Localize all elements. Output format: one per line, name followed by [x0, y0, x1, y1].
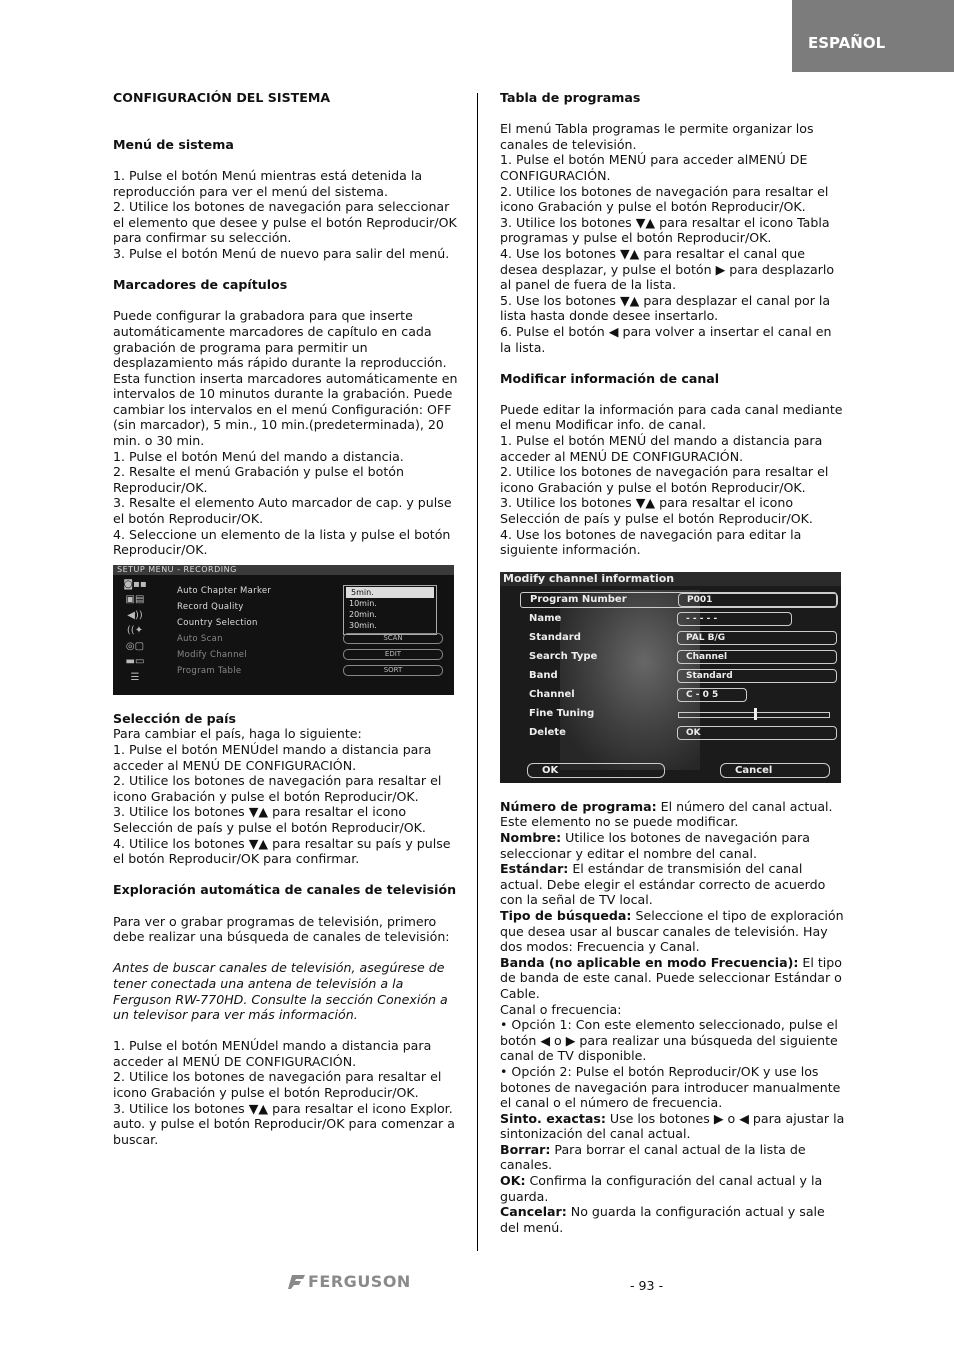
definition-text: El tipo de banda de este canal. Puede seleccionar Estándar o Cable.	[500, 954, 842, 1001]
field-label: Program Number	[530, 593, 627, 605]
definition-term: Nombre:	[500, 830, 562, 845]
definition-term: Sinto. exactas:	[500, 1110, 606, 1126]
heading-exploracion: Exploración automática de canales de televisión	[113, 882, 457, 898]
definition-text: El número del canal actual. Este elemento no se puede modificar.	[500, 798, 833, 830]
section-title: CONFIGURACIÓN DEL SISTEMA	[113, 90, 331, 105]
recording-icon: ◙▪▪	[123, 578, 147, 590]
language-icon: ((✦	[126, 625, 144, 637]
definition-item	[500, 1111, 846, 1142]
definition-text: Seleccione el tipo de exploración que desea usar al buscar canales de televisión. Hay dos modos: Frecuencia y Canal.	[500, 907, 844, 955]
language-tab	[792, 0, 954, 72]
definition-item	[500, 1204, 846, 1235]
heading-marcadores: Marcadores de capítulos	[113, 277, 288, 293]
text-line: 5. Use los botones ▼▲ para desplazar el canal por la lista hasta donde desee insertarlo.	[500, 292, 831, 324]
language-label: ESPAÑOL	[808, 34, 886, 52]
heading-modificar-canal: Modificar información de canal	[500, 370, 720, 386]
definition-text: • Opción 2: Pulse el botón Reproducir/OK y use los botones de navegación para introducer manualmente el canal o el número de frecuencia.	[500, 1063, 841, 1111]
field-label: Name	[529, 612, 562, 624]
right-column	[500, 90, 846, 1235]
text-line: 3. Utilice los botones ▼▲ para resaltar el icono Tabla programas y pulse el botón Reproducir/OK.	[500, 214, 830, 246]
menu-item-modify-channel[interactable]: Modify Channel	[177, 649, 247, 660]
menu-item-auto-chapter[interactable]: Auto Chapter Marker	[177, 585, 272, 596]
definition-term: Banda (no aplicable en modo Frecuencia):	[500, 954, 799, 970]
text-line: 2. Utilice los botones de navegación para seleccionar el elemento que desee y pulse el botón Reproducir/OK para confirmar su selección.	[113, 199, 457, 246]
definition-text: Use los botones ▶ o ◀ para ajustar la sintonización del canal actual.	[500, 1110, 845, 1142]
left-column	[113, 90, 458, 1147]
setup-menu-icons	[117, 578, 159, 687]
definition-text: Para borrar el canal actual de la lista de canales.	[500, 1141, 806, 1173]
field-value: P001	[678, 593, 838, 607]
text-line: 4. Seleccione un elemento de la lista y pulse el botón Reproducir/OK.	[113, 526, 451, 558]
chapter-options-list	[343, 585, 437, 635]
slider-knob[interactable]	[754, 708, 757, 720]
field-value: - - - - -	[677, 612, 792, 626]
definition-text: No guarda la configuración actual y sale del menú.	[500, 1204, 825, 1235]
field-value: PAL B/G	[677, 631, 837, 645]
text-line: Para cambiar el país, haga lo siguiente:	[113, 726, 362, 742]
modify-screen-title: Modify channel information	[500, 572, 841, 586]
text-line: 1. Pulse el botón Menú del mando a distancia.	[113, 448, 404, 464]
text-line: 2. Utilice los botones de navegación para resaltar el icono Grabación y pulse el botón Reproducir/OK.	[500, 183, 829, 215]
field-program-number[interactable]	[520, 592, 837, 608]
text-line: 3. Utilice los botones ▼▲ para resaltar el icono Selección de país y pulse el botón Reproducir/OK.	[113, 804, 426, 835]
fine-tuning-slider[interactable]	[678, 712, 830, 718]
field-label: Delete	[529, 726, 566, 738]
menu-item-auto-scan[interactable]: Auto Scan	[177, 633, 223, 644]
definition-term: Estándar:	[500, 861, 569, 877]
text-line: 1. Pulse el botón Menú mientras está detenida la reproducción para ver el menú del sistema.	[113, 167, 423, 199]
text-line: 4. Utilice los botones ▼▲ para resaltar su país y pulse el botón Reproducir/OK para confirmar.	[113, 835, 451, 867]
field-value: C - 0 5	[677, 688, 747, 702]
edit-button[interactable]: EDIT	[343, 649, 443, 660]
text-line: 1. Pulse el botón MENÚ del mando a distancia para acceder al MENÚ DE CONFIGURACIÓN.	[500, 433, 823, 464]
column-divider	[477, 93, 478, 1251]
text-line: Puede configurar la grabadora para que inserte automáticamente marcadores de capítulo en cada grabación de programa para permitir un desplazamiento más rápido durante la reproducción. Esta function inserta marcadores automáticamente en intervalos de 10 minutos durante la grabación. Puede cambiar los intervalos en el menú Configuración: OFF (sin marcador), 5 min., 10 min.(predeterminada), 20 min. o 30 min.	[113, 308, 458, 449]
field-label: Channel	[529, 688, 575, 700]
ok-button[interactable]: OK	[527, 763, 665, 778]
text-line: 3. Utilice los botones ▼▲ para resaltar el icono Explor. auto. y pulse el botón Reproducir/OK para comenzar a buscar.	[113, 1100, 455, 1147]
definition-text: Canal o frecuencia:	[500, 1001, 622, 1017]
text-line: Puede editar la información para cada canal mediante el menu Modificar info. de canal.	[500, 401, 843, 433]
scan-button[interactable]: SCAN	[343, 633, 443, 644]
field-label: Standard	[529, 631, 581, 643]
definition-text: Confirma la configuración del canal actual y la guarda.	[500, 1173, 823, 1204]
text-line: 3. Pulse el botón Menú de nuevo para salir del menú.	[113, 245, 450, 261]
text-line: 1. Pulse el botón MENÚ para acceder alMENÚ DE CONFIGURACIÓN.	[500, 152, 808, 183]
field-label: Search Type	[529, 650, 598, 662]
definition-text: El estándar de transmisión del canal actual. Debe elegir el estándar correcto de acuerdo con la señal de TV local.	[500, 861, 826, 908]
definition-item	[500, 908, 846, 955]
definition-item	[500, 955, 846, 1002]
brand-name: FERGUSON	[308, 1272, 411, 1291]
field-value: OK	[677, 726, 837, 740]
system-icon: ▬▭	[125, 656, 145, 668]
brand-logo	[288, 1272, 411, 1291]
definition-item	[500, 1064, 846, 1111]
text-line: 1. Pulse el botón MENÚdel mando a distancia para acceder al MENÚ DE CONFIGURACIÓN.	[113, 1038, 432, 1069]
field-label: Fine Tuning	[529, 707, 595, 719]
text-line: Para ver o grabar programas de televisión, primero debe realizar una búsqueda de canales de televisión:	[113, 913, 450, 945]
text-line: 2. Utilice los botones de navegación para resaltar el icono Grabación y pulse el botón Reproducir/OK.	[113, 1069, 442, 1101]
definition-term: Número de programa:	[500, 798, 657, 814]
menu-item-program-table[interactable]: Program Table	[177, 665, 242, 676]
definition-term: Borrar:	[500, 1141, 551, 1157]
setup-menu-screenshot	[113, 565, 454, 695]
disc-icon: ◎▢	[125, 640, 145, 652]
hdd-icon: ☰	[130, 671, 140, 683]
definition-term: Cancelar:	[500, 1204, 567, 1220]
text-line: 2. Resalte el menú Grabación y pulse el botón Reproducir/OK.	[113, 464, 404, 495]
field-value: Channel	[677, 650, 837, 664]
menu-item-country-selection[interactable]: Country Selection	[177, 617, 258, 628]
ferguson-logo-icon	[288, 1274, 306, 1290]
video-icon: ▣▤	[125, 594, 145, 606]
definition-item	[500, 830, 846, 861]
definition-item	[500, 1173, 846, 1204]
option-10min[interactable]: 10min.	[349, 598, 377, 608]
heading-tabla-programas: Tabla de programas	[500, 90, 641, 105]
heading-seleccion-pais: Selección de país	[113, 710, 236, 726]
modify-channel-screenshot	[500, 572, 841, 783]
audio-icon: ◀))	[127, 609, 143, 621]
text-line: 2. Utilice los botones de navegación para resaltar el icono Grabación y pulse el botón Reproducir/OK.	[500, 464, 829, 495]
definition-item	[500, 799, 846, 830]
definition-item	[500, 1002, 846, 1018]
definition-term: Tipo de búsqueda:	[500, 907, 632, 923]
cancel-button[interactable]: Cancel	[720, 763, 830, 778]
definition-item	[500, 1142, 846, 1173]
field-label: Band	[529, 669, 558, 681]
note-text: Antes de buscar canales de televisión, asegúrese de tener conectada una antena de televisión a la Ferguson RW-770HD. Consulte la sección Conexión a un televisor para ver más información.	[113, 960, 448, 1023]
text-line: 4. Use los botones ▼▲ para resaltar el canal que desea desplazar, y pulse el botón ▶ para desplazarlo al panel de fuera de la lista.	[500, 245, 835, 293]
setup-menu-title: SETUP MENU - RECORDING	[113, 565, 454, 575]
menu-item-record-quality[interactable]: Record Quality	[177, 601, 244, 612]
definition-item	[500, 861, 846, 908]
field-value: Standard	[677, 669, 837, 683]
option-5min[interactable]: 5min.	[346, 587, 434, 598]
text-line: 3. Utilice los botones ▼▲ para resaltar el icono Selección de país y pulse el botón Reproducir/OK.	[500, 495, 813, 527]
sort-button[interactable]: SORT	[343, 665, 443, 676]
definition-text: • Opción 1: Con este elemento seleccionado, pulse el botón ◀ o ▶ para realizar una búsqueda del siguiente canal de TV disponible.	[500, 1017, 838, 1064]
text-line: El menú Tabla programas le permite organizar los canales de televisión.	[500, 121, 814, 152]
option-30min[interactable]: 30min.	[349, 620, 377, 630]
text-line: 2. Utilice los botones de navegación para resaltar el icono Grabación y pulse el botón Reproducir/OK.	[113, 773, 442, 804]
definition-item	[500, 1017, 846, 1064]
definition-text: Utilice los botones de navegación para seleccionar y editar el nombre del canal.	[500, 830, 810, 861]
option-20min[interactable]: 20min.	[349, 609, 377, 619]
page-number: - 93 -	[630, 1278, 664, 1293]
text-line: 3. Resalte el elemento Auto marcador de cap. y pulse el botón Reproducir/OK.	[113, 495, 452, 527]
definition-term: OK:	[500, 1173, 526, 1189]
setup-menu-items	[177, 583, 271, 679]
heading-menu-sistema: Menú de sistema	[113, 136, 234, 152]
text-line: 1. Pulse el botón MENÚdel mando a distancia para acceder al MENÚ DE CONFIGURACIÓN.	[113, 742, 432, 773]
text-line: 6. Pulse el botón ◀ para volver a insertar el canal en la lista.	[500, 323, 832, 355]
text-line: 4. Use los botones de navegación para editar la siguiente información.	[500, 526, 802, 558]
